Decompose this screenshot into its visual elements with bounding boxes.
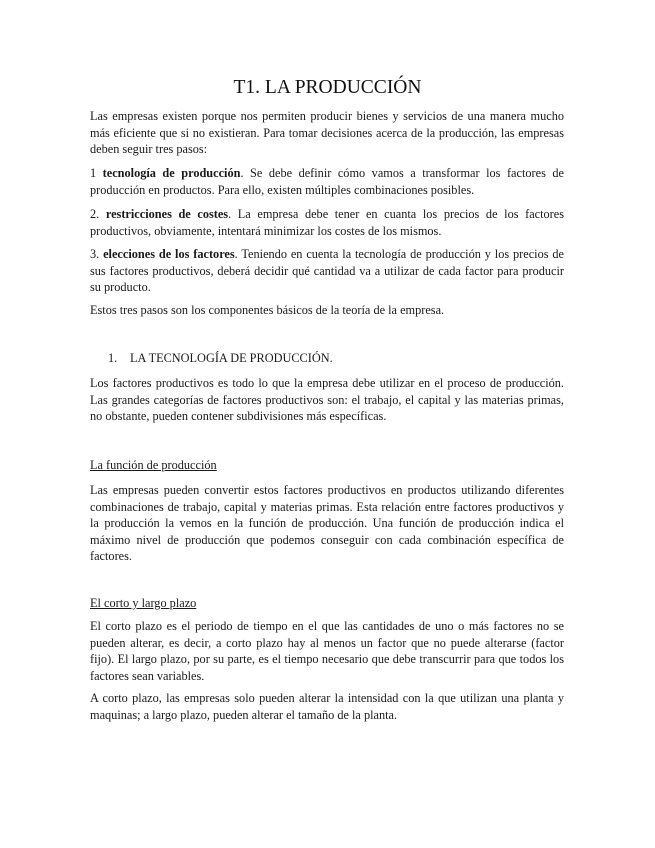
- step-2-prefix: 2.: [90, 207, 106, 221]
- step-3-paragraph: [90, 246, 564, 296]
- step-3-text: . Teniendo en cuenta la tecnología de producción y los precios de sus factores productivos, deberá decidir qué cantidad va a utilizar de cada factor para producir su producto.: [90, 247, 564, 295]
- section-1-body: Los factores productivos es todo lo que la empresa debe utilizar en el proceso de producción. Las grandes categorías de factores productivos son: el trabajo, el capital y las materias primas, no obstante, pueden contener subdivisiones más específicas.: [90, 376, 564, 424]
- funcion-heading: La función de producción: [90, 458, 217, 472]
- step-3-prefix: 3.: [90, 247, 104, 261]
- plazo-body-2: A corto plazo, las empresas solo pueden alterar la intensidad con la que utilizan una planta y maquinas; a largo plazo, pueden alterar el tamaño de la planta.: [90, 691, 564, 722]
- plazo-heading: El corto y largo plazo: [90, 596, 197, 610]
- step-1-prefix: 1: [90, 166, 103, 180]
- intro-paragraph: Las empresas existen porque nos permiten producir bienes y servicios de una manera mucho más eficiente que si no existieran. Para tomar decisiones acerca de la producción, las empresas deben seguir tres pasos:: [90, 109, 564, 157]
- section-1-number: 1.: [108, 351, 118, 365]
- summary-paragraph: Estos tres pasos son los componentes básicos de la teoría de la empresa.: [90, 303, 445, 317]
- step-2-text: . La empresa debe tener en cuanta los precios de los factores productivos, obviamente, intentará minimizar los costes de los mismos.: [90, 207, 565, 238]
- section-1-title: LA TECNOLOGÍA DE PRODUCCIÓN.: [130, 351, 333, 365]
- step-2-term: restricciones de costes: [105, 207, 229, 221]
- step-3-term: elecciones de los factores: [103, 247, 235, 261]
- section-1-heading: [108, 350, 333, 367]
- step-1-term: tecnología de producción: [102, 166, 241, 180]
- step-1-paragraph: [90, 165, 564, 198]
- step-2-paragraph: [90, 206, 564, 239]
- step-1-text: . Se debe definir cómo vamos a transformar los factores de producción en productos. Para ello, existen múltiples combinaciones posibles.: [90, 166, 564, 197]
- plazo-body-1: El corto plazo es el periodo de tiempo en el que las cantidades de uno o más factores no se pueden alterar, es decir, a corto plazo hay al menos un factor que no puede alterarse (factor fijo). El largo plazo, por su parte, es el tiempo necesario que debe transcurrir para que todos los factores sean variables.: [90, 619, 564, 683]
- page-title: T1. LA PRODUCCIÓN: [233, 77, 422, 98]
- funcion-body: Las empresas pueden convertir estos factores productivos en productos utilizando diferentes combinaciones de trabajo, capital y materias primas. Esta relación entre factores productivos y la producción la vemos en la función de producción. Una función de producción indica el máximo nivel de producción que podemos conseguir con cada combinación específica de factores.: [90, 483, 564, 564]
